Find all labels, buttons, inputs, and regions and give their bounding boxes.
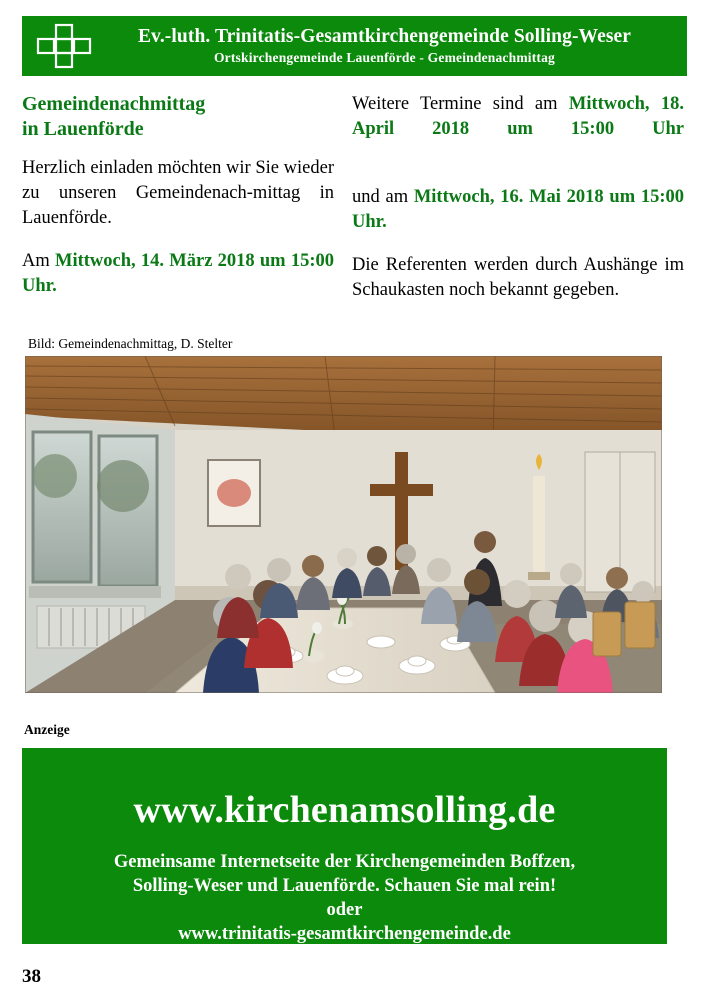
advertisement-box[interactable]: [22, 748, 667, 944]
article-title: [22, 92, 334, 142]
cross-logo-icon: [30, 20, 102, 72]
date-highlight-text: Mittwoch, 14. März 2018 um 15:00 Uhr.: [22, 251, 335, 296]
header-title: Ev.-luth. Trinitatis-Gesamtkirchengemeinde Solling-Weser: [137, 26, 632, 47]
further-dates-lead-2: und am: [352, 187, 414, 207]
ad-website-url[interactable]: www.kirchenamsolling.de: [133, 789, 556, 831]
gemeindenachmittag-photo: [25, 356, 662, 693]
article-title-line1: Gemeindenachmittag: [22, 93, 206, 115]
date-lead-text: Am: [22, 251, 55, 271]
speakers-paragraph: Die Referenten werden durch Aushänge im Schaukasten noch bekannt gegeben.: [352, 255, 684, 300]
page-number: 38: [22, 966, 41, 987]
further-dates-lead: Weitere Termine sind am: [352, 94, 569, 114]
header-text-block: [102, 25, 687, 67]
ad-line-3: oder: [326, 900, 363, 920]
ad-line-4[interactable]: www.trinitatis-gesamtkirchengemeinde.de: [178, 924, 511, 944]
article-date-paragraph: [22, 249, 334, 299]
article-title-line2: in Lauenförde: [22, 118, 144, 140]
header-subtitle: Ortskirchengemeinde Lauenförde - Gemeindenachmittag: [213, 50, 556, 65]
article-intro-paragraph: Herzlich einladen möchten wir Sie wieder zu unseren Gemeindenach-mittag in Lauenförde.: [22, 158, 334, 228]
header-banner: [22, 16, 687, 76]
column-left: [22, 92, 334, 299]
ad-line-1: Gemeinsame Internetseite der Kirchengemeinden Boffzen,: [113, 852, 576, 872]
further-dates-highlight-1: Mittwoch, 18. April 2018 um 15:00 Uhr: [352, 94, 684, 139]
further-dates-highlight-2: Mittwoch, 16. Mai 2018 um 15:00 Uhr.: [352, 187, 684, 232]
further-dates-paragraph-2: [352, 185, 684, 235]
anzeige-label: Anzeige: [24, 722, 70, 737]
image-credit: Bild: Gemeindenachmittag, D. Stelter: [28, 336, 233, 351]
ad-line-2: Solling-Weser und Lauenförde. Schauen Sie mal rein!: [132, 876, 557, 896]
further-dates-paragraph: [352, 92, 684, 167]
column-right: [352, 92, 684, 303]
